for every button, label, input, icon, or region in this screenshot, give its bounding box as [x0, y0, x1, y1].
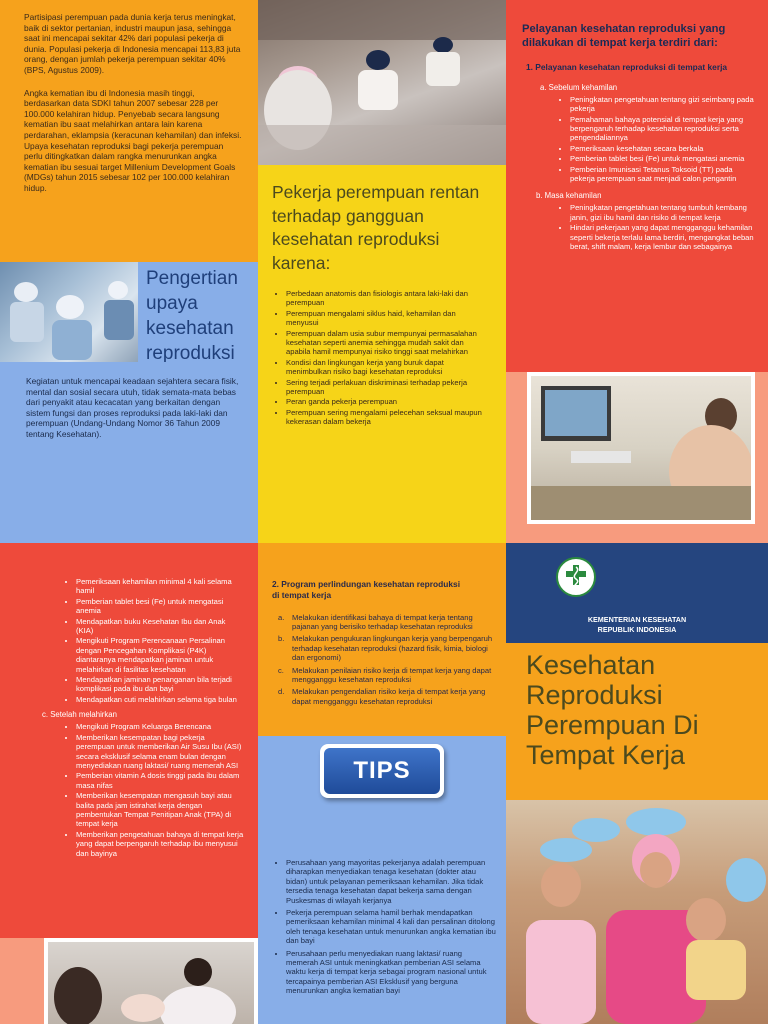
- list-item: • Pemberian Imunisasi Tetanus Toksoid (TT) pada pekerja perempuan saat menjadi calon pengantin: [570, 165, 754, 184]
- list-item: • Mendapatkan buku Kesehatan Ibu dan Anak (KIA): [76, 617, 244, 636]
- mothers-children-illustration: [506, 800, 768, 1024]
- list-item: • Mengikuti Program Keluarga Berencana: [76, 722, 244, 731]
- vulnerability-list: [272, 289, 490, 427]
- list-item: • Pemberian tablet besi (Fe) untuk mengatasi anemia: [76, 597, 244, 616]
- services-title: Pelayanan kesehatan reproduksi yang dilakukan di tempat kerja terdiri dari:: [522, 23, 726, 49]
- list-item: • Mendapatkan cuti melahirkan selama tiga bulan: [76, 695, 244, 704]
- factory-scene-illustration: [258, 0, 506, 165]
- ministry-name-line-2: REPUBLIK INDONESIA: [597, 625, 677, 634]
- factory-workers-photo: [258, 0, 506, 165]
- list-item: • Perusahaan perlu menyediakan ruang laktasi/ ruang memerah ASI untuk meningkatkan pemberian ASI selama waktu kerja di tempat kerja sebagai program nasional untuk tercapainya pemberian ASI Eksklusif yang berguna menurunkan angka kematian bayi: [286, 949, 496, 996]
- office-worker-photo: [527, 372, 755, 524]
- definition-title-line-1: Pengertian: [146, 268, 238, 289]
- ministry-name-line-1: KEMENTERIAN KESEHATAN: [587, 615, 687, 624]
- protection-item-label: c.: [278, 665, 284, 675]
- list-item: • Perempuan mengalami siklus haid, kehamilan dan menyusui: [286, 309, 490, 328]
- before-pregnancy-label: a. Sebelum kehamilan: [540, 82, 618, 92]
- list-item: • Pekerja perempuan selama hamil berhak mendapatkan pemeriksaan kehamilan minimal 4 kali dan persalinan ditolong oleh tenaga kesehatan untuk menurunkan angka kematian ibu dan bayi: [286, 908, 496, 946]
- tips-badge-inner: [324, 748, 440, 794]
- cover-title: [526, 650, 766, 770]
- definition-body: Kegiatan untuk mencapai keadaan sejahtera secara fisik, mental dan sosial secara utuh, tidak semata-mata bebas dari penyakit atau kecacatan yang berkaitan dengan sistem fungsi dan proses reproduksi pada laki-laki dan perempuan (Undang-Undang Nomor 36 Tahun 2009 tentang Kesehatan).: [26, 376, 239, 439]
- tips-label: TIPS: [353, 757, 411, 784]
- definition-panel: [0, 362, 258, 543]
- vulnerability-title: Pekerja perempuan rentan terhadap gangguan kesehatan reproduksi karena:: [272, 182, 480, 273]
- list-item: • Peningkatan pengetahuan tentang tumbuh kembang janin, gizi ibu hamil dan risiko di tempat kerja: [570, 203, 754, 222]
- vulnerability-panel: [258, 165, 506, 543]
- list-item: • Memberikan kesempatan mengasuh bayi atau balita pada jam istirahat kerja dengan pembentukan Tempat Penitipan Anak (TPA) di tempat kerja: [76, 791, 244, 829]
- ministry-logo: [556, 557, 596, 597]
- cover-title-line-4: Tempat Kerja: [526, 740, 686, 770]
- services-section-1: 1. Pelayanan kesehatan reproduksi di tempat kerja: [526, 62, 728, 72]
- protection-item-text: Melakukan pengukuran lingkungan kerja yang berpengaruh terhadap kesehatan reproduksi (hazard fisik, kimia, biologi dan ergonomi): [292, 634, 493, 663]
- protection-item: [278, 687, 494, 706]
- pregnancy-continued-list: [28, 577, 244, 704]
- list-item: • Pemeriksaan kehamilan minimal 4 kali selama hamil: [76, 577, 244, 596]
- tips-panel: [258, 736, 506, 1024]
- definition-title-line-2: upaya: [146, 293, 198, 314]
- list-item: • Sering terjadi perlakuan diskriminasi terhadap pekerja perempuan: [286, 378, 490, 397]
- tips-badge: [320, 744, 444, 798]
- protection-item: [278, 634, 494, 662]
- protection-item-text: Melakukan identifikasi bahaya di tempat kerja tentang pajanan yang berisiko terhadap kesehatan reproduksi: [292, 612, 473, 631]
- protection-item-label: a.: [278, 612, 285, 622]
- list-item: • Perbedaan anatomis dan fisiologis antara laki-laki dan perempuan: [286, 289, 490, 308]
- mother-baby-photo: [44, 938, 258, 1024]
- list-item: • Peningkatan pengetahuan tentang gizi seimbang pada pekerja: [570, 95, 754, 114]
- list-item: • Pemahaman bahaya potensial di tempat kerja yang berpengaruh terhadap kesehatan reproduksi serta pengendaliannya: [570, 115, 754, 143]
- pregnancy-label: b. Masa kehamilan: [536, 191, 602, 201]
- lab-workers-photo: [0, 262, 138, 362]
- ministry-header: [506, 543, 768, 643]
- protection-item-text: Melakukan pengendalian risiko kerja di tempat kerja yang dapat mengganggu kesehatan reproduksi: [292, 687, 486, 706]
- list-item: • Mengikuti Program Perencanaan Persalinan dengan Pencegahan Komplikasi (P4K) diantaranya mendapatkan jaminan untuk melahirkan di fasilitas kesehatan: [76, 636, 244, 674]
- list-item: • Hindari pekerjaan yang dapat mengganggu kehamilan seperti bekerja terlalu lama berdiri, mengangkat beban berat, shift malam, kerja lembur dan sebagainya: [570, 223, 754, 251]
- list-item: • Kondisi dan lingkungan kerja yang buruk dapat menimbulkan risiko bagi kesehatan reproduksi: [286, 358, 490, 377]
- protection-item-label: d.: [278, 687, 285, 697]
- list-item: • Mendapatkan jaminan penanganan bila terjadi komplikasi pada ibu dan bayi: [76, 675, 244, 694]
- list-item: • Pemeriksaan kesehatan secara berkala: [570, 144, 754, 153]
- protection-item-text: Melakukan penilaian risiko kerja di tempat kerja yang dapat mengganggu kesehatan reproduksi: [292, 665, 492, 685]
- cover-title-line-1: Kesehatan: [526, 650, 656, 680]
- list-item: • Memberikan kesempatan bagi pekerja perempuan untuk memberikan Air Susu Ibu (ASI) secara eksklusif selama enam bulan dengan menyediakan ruang laktasi/ ruang memerah ASI: [76, 733, 244, 771]
- before-pregnancy-list: [522, 95, 754, 184]
- office-scene-illustration: [531, 376, 751, 520]
- protection-panel: [258, 543, 506, 736]
- cover-title-line-2: Reproduksi: [526, 680, 663, 710]
- after-birth-label: c. Setelah melahirkan: [42, 710, 117, 720]
- definition-title-line-4: reproduksi: [146, 343, 235, 362]
- cover-mothers-photo: [506, 800, 768, 1024]
- pregnancy-continuation-panel: [0, 543, 258, 938]
- list-item: • Pemberian tablet besi (Fe) untuk mengatasi anemia: [570, 154, 754, 163]
- after-birth-list: [28, 722, 244, 858]
- protection-item: [278, 613, 494, 632]
- list-item: • Perusahaan yang mayoritas pekerjanya adalah perempuan diharapkan menyediakan tenaga kesehatan (dokter atau bidan) untuk pelayanan pemeriksaan kehamilan. Jika tidak tersedia tenaga kesehatan dapat bekerja sama dengan Puskesmas di wilayah kerjanya: [286, 858, 496, 905]
- list-item: • Perempuan dalam usia subur mempunyai permasalahan kesehatan seperti anemia sehingga mudah sakit dan apabila hamil mempunyai risiko tinggi saat melahirkan: [286, 329, 490, 357]
- protection-title: 2. Program perlindungan kesehatan reproduksi di tempat kerja: [272, 579, 461, 600]
- mother-baby-illustration: [48, 942, 254, 1024]
- bakti-husada-icon: [558, 559, 594, 595]
- list-item: • Memberikan pengetahuan bahaya di tempat kerja yang dapat berpengaruh terhadap ibu menyusui dan bayinya: [76, 830, 244, 858]
- list-item: • Pemberian vitamin A dosis tinggi pada ibu dalam masa nifas: [76, 771, 244, 790]
- protection-item-label: b.: [278, 634, 285, 644]
- definition-title-line-3: kesehatan: [146, 318, 234, 339]
- tips-list: [272, 858, 496, 997]
- intro-paragraph-1: Partisipasi perempuan pada dunia kerja terus meningkat, baik di sektor pertanian, industri maupun jasa, sehingga saat ini mencapai sekitar 42% dari populasi pekerja di dunia. Populasi pekerja di Indonesia mencapai 113,83 juta orang, dengan jumlah pekerja perempuan sekitar 40% (BPS, Agustus 2009).: [24, 12, 241, 75]
- protection-item: [278, 666, 494, 685]
- intro-panel: [0, 0, 258, 262]
- list-item: • Peran ganda pekerja perempuan: [286, 397, 490, 406]
- cover-title-line-3: Perempuan Di: [526, 710, 699, 740]
- list-item: • Perempuan sering mengalami pelecehan seksual maupun kekerasan dalam bekerja: [286, 408, 490, 427]
- intro-paragraph-2: Angka kematian ibu di Indonesia masih tinggi, berdasarkan data SDKI tahun 2007 sebesar 228 per 100.000 kelahiran hidup. Penyebab secara langsung kematian ibu saat melahirkan antara lain karena perdarahan, eklampsia (keracunan kehamilan) dan infeksi. Upaya kesehatan reproduksi bagi pekerja perempuan perlu ditingkatkan dalam rangka menurunkan angka kematian ibu sesuai target Millenium Development Goals (MDGs) tahun 2015 sebesar 102 per 100.000 kelahiran hidup.: [24, 87, 242, 193]
- definition-title-block: [138, 262, 258, 362]
- pregnancy-list: [522, 203, 754, 251]
- lab-scene-illustration: [0, 262, 138, 362]
